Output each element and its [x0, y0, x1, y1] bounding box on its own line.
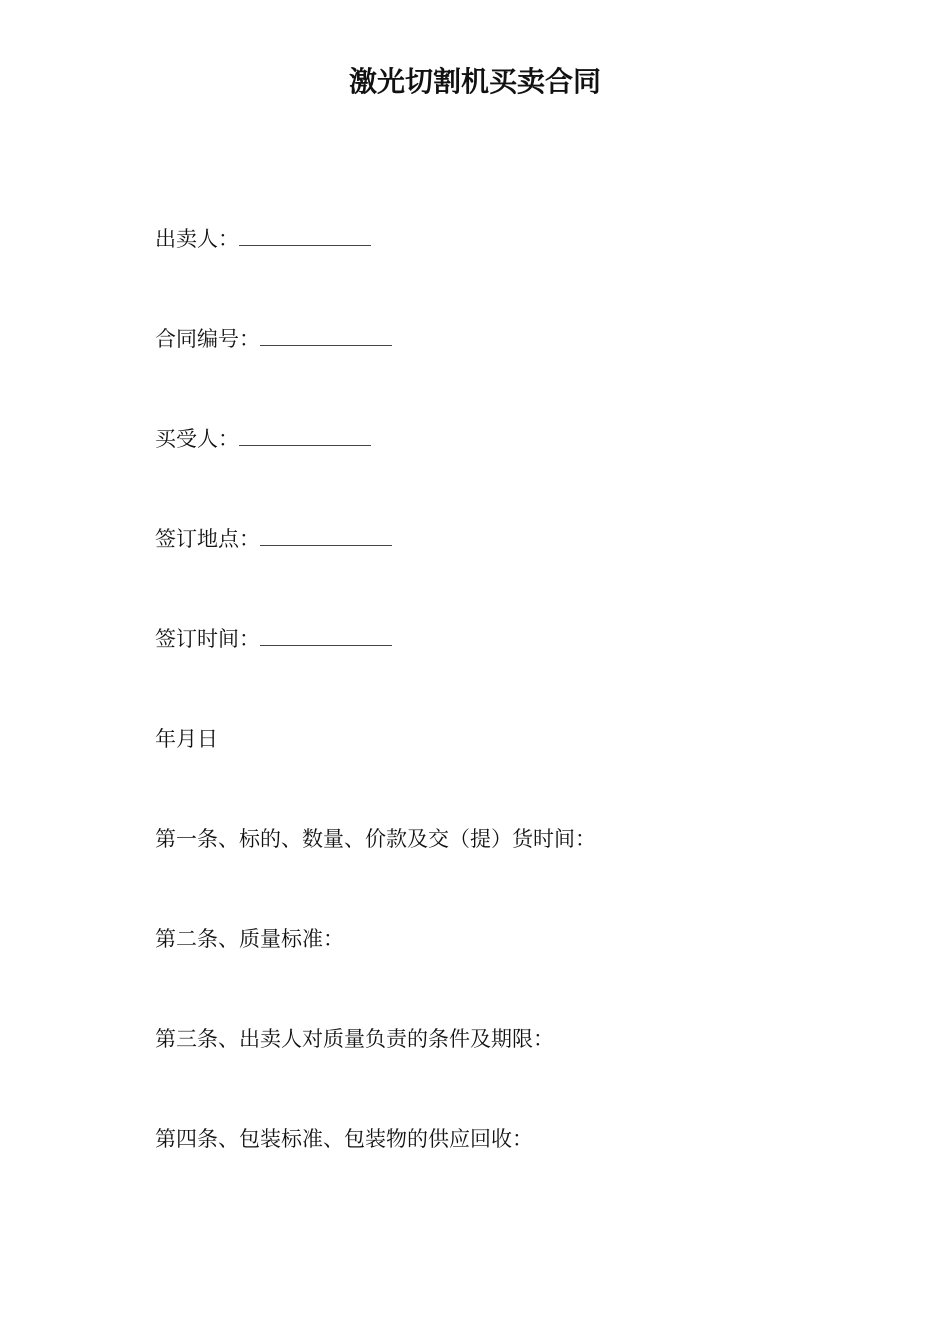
- article-2: 第二条、质量标准：: [155, 927, 344, 951]
- article-4: 第四条、包装标准、包装物的供应回收：: [155, 1127, 533, 1151]
- buyer-blank: [239, 425, 371, 446]
- date-line: 年月日: [155, 727, 218, 751]
- sign-place-label: 签订地点：: [155, 527, 260, 551]
- sign-place-field: [155, 524, 392, 554]
- contract-number-field: [155, 324, 392, 354]
- sign-time-field: [155, 624, 392, 654]
- document-title: 激光切割机买卖合同: [348, 65, 601, 98]
- sign-time-blank: [260, 625, 392, 646]
- article-3: 第三条、出卖人对质量负责的条件及期限：: [155, 1027, 554, 1051]
- sign-place-blank: [260, 525, 392, 546]
- sign-time-label: 签订时间：: [155, 627, 260, 651]
- seller-field: [155, 224, 371, 254]
- contract-number-label: 合同编号：: [155, 327, 260, 351]
- article-1: 第一条、标的、数量、价款及交（提）货时间：: [155, 827, 596, 851]
- contract-number-blank: [260, 325, 392, 346]
- buyer-field: [155, 424, 371, 454]
- seller-blank: [239, 225, 371, 246]
- seller-label: 出卖人：: [155, 227, 239, 251]
- buyer-label: 买受人：: [155, 427, 239, 451]
